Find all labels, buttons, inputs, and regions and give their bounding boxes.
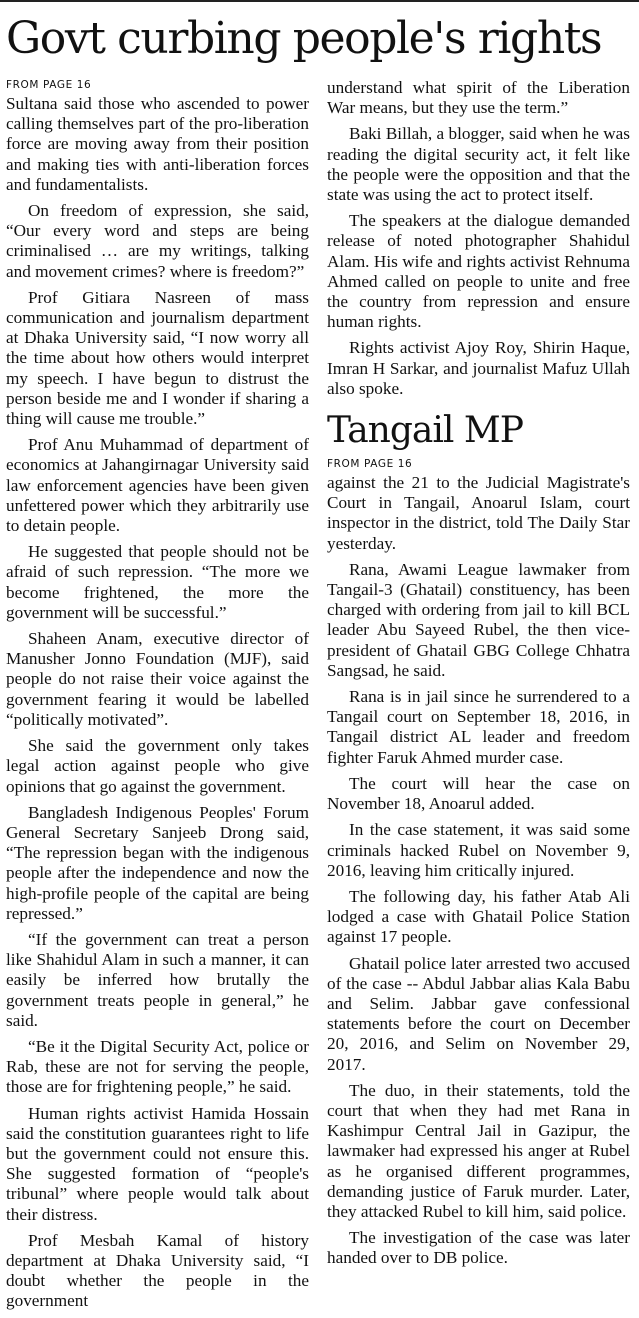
headline: Govt curbing people's rights [6, 13, 602, 64]
article-paragraph: against the 21 to the Judicial Magistrate's Court in Tangail, Anoarul Islam, court inspector in the district, told The Daily Star yesterday. [327, 473, 630, 553]
from-page-label: FROM PAGE 16 [6, 79, 92, 91]
article-paragraph: Baki Billah, a blogger, said when he was reading the digital security act, it felt like the people were the opposition and that the state was using the act to protect itself. [327, 124, 630, 205]
top-rule [0, 0, 639, 2]
article-paragraph: On freedom of expression, she said, “Our every word and steps are being criminalised … are my writings, talking and movement crimes? where is freedom?” [6, 201, 309, 281]
article-paragraph: Prof Mesbah Kamal of history department at Dhaka University said, “I doubt whether the people in the government [6, 1230, 309, 1311]
article-column-left [6, 78, 309, 1316]
article-paragraph: In the case statement, it was said some criminals hacked Rubel on November 9, 2016, leaving him critically injured. [327, 820, 630, 880]
second-headline: Tangail MP [327, 410, 523, 452]
article-paragraph: “If the government can treat a person like Shahidul Alam in such a manner, it can easily be inferred how brutally the government treats people in general,” he said. [6, 929, 309, 1030]
article-paragraph: The speakers at the dialogue demanded release of noted photographer Shahidul Alam. His wife and rights activist Rehnuma Ahmed called on people to unite and free the country from repression and ensure human rights. [327, 211, 630, 332]
article-paragraph: The duo, in their statements, told the court that when they had met Rana in Kashimpur Central Jail in Gazipur, the lawmaker had expressed his anger at Rubel as he organised different programmes, demanding justice of Faruk murder. Later, they attacked Rubel to kill him, said police. [327, 1080, 630, 1221]
article-paragraph: Rana, Awami League lawmaker from Tangail-3 (Ghatail) constituency, has been charged with ordering from jail to kill BCL leader Abu Sayeed Rubel, the then vice-president of Ghatail GBG College Chhatra Sangsad, he said. [327, 559, 630, 680]
article-paragraph: Rana is in jail since he surrendered to a Tangail court on September 18, 2016, in Tangail district AL leader and freedom fighter Faruk Ahmed murder case. [327, 687, 630, 767]
article-paragraph: The following day, his father Atab Ali lodged a case with Ghatail Police Station against 17 people. [327, 886, 630, 947]
article-paragraph: She said the government only takes legal action against people who give opinions that go against the government. [6, 736, 309, 796]
article-paragraph: “Be it the Digital Security Act, police or Rab, these are not for serving the people, those are for frightening people,” he said. [6, 1036, 309, 1097]
article-paragraph: The investigation of the case was later handed over to DB police. [327, 1228, 630, 1268]
from-page-label: FROM PAGE 16 [327, 458, 413, 471]
article-paragraph: Ghatail police later arrested two accused of the case -- Abdul Jabbar alias Kala Babu and Selim. Jabbar gave confessional statements before the court on December 20, 2016, and Selim on November 29, 2017. [327, 953, 630, 1074]
article-paragraph: understand what spirit of the Liberation War means, but they use the term.” [327, 78, 630, 118]
article-paragraph: Rights activist Ajoy Roy, Shirin Haque, Imran H Sarkar, and journalist Mafuz Ullah also spoke. [327, 338, 630, 398]
article-paragraph: Prof Gitiara Nasreen of mass communication and journalism department at Dhaka University said, “I now worry all the time about how others would interpret my speech. I have begun to distrust the person beside me and I wonder if sharing a thing will cause me trouble.” [6, 287, 309, 429]
article-paragraph: Human rights activist Hamida Hossain said the constitution guarantees right to life but the government could not ensure this. She suggested formation of “people's tribunal” where people would talk about their distress. [6, 1103, 309, 1224]
article-paragraph: Prof Anu Muhammad of department of economics at Jahangirnagar University said law enforcement agencies have been given unfettered power which they arbitrarily use to detain people. [6, 435, 309, 536]
article-paragraph: Sultana said those who ascended to power calling themselves part of the pro-liberation force are moving away from their position and making ties with anti-liberation forces and fundamentalists. [6, 94, 309, 194]
article-paragraph: Bangladesh Indigenous Peoples' Forum General Secretary Sanjeeb Drong said, “The repression began with the indigenous people after the independence and now the high-profile people of the capital are being repressed.” [6, 802, 309, 923]
article-paragraph: Shaheen Anam, executive director of Manusher Jonno Foundation (MJF), said people do not raise their voice against the government fearing it would be labelled “politically motivated”. [6, 629, 309, 729]
article-paragraph: He suggested that people should not be afraid of such repression. “The more we become frightened, the more the government will be successful.” [6, 542, 309, 622]
article-column-right [327, 78, 630, 1316]
article-paragraph: The court will hear the case on November 18, Anoarul added. [327, 773, 630, 814]
